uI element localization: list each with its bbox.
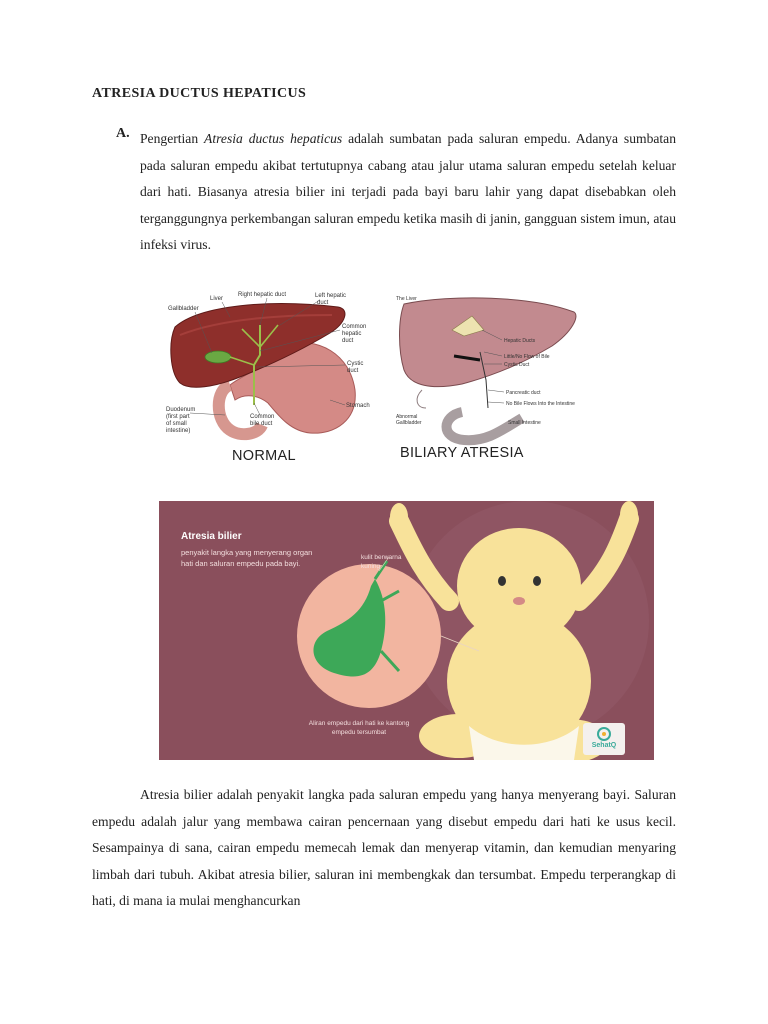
caption-biliary-atresia: BILIARY ATRESIA bbox=[400, 445, 524, 461]
infographic-title: Atresia bilier bbox=[181, 531, 242, 542]
section-lead: Pengertian bbox=[140, 131, 199, 146]
section-pengertian bbox=[116, 126, 676, 259]
infographic-description: penyakit langka yang menyerang organ hati dan saluran empedu pada bayi. bbox=[181, 548, 313, 568]
label-pancreatic-duct: Pancreatic duct bbox=[506, 390, 541, 396]
label-cystic-duct: Cystic Duct bbox=[504, 362, 530, 368]
label-liver: Liver bbox=[210, 296, 224, 302]
label-duodenum-3: of small bbox=[166, 421, 187, 427]
figure-biliary-atresia bbox=[392, 290, 592, 470]
label-gallbladder: Gallbladder bbox=[168, 306, 199, 312]
label-left-hepatic: Left hepatic bbox=[315, 293, 347, 299]
label-left-hepatic-2: duct bbox=[317, 300, 329, 306]
label-hepatic-ducts: Hepatic Ducts bbox=[504, 338, 536, 344]
label-little-flow: Little/No Flow of Bile bbox=[504, 354, 550, 360]
label-abnormal-gallbladder: Gallbladder bbox=[396, 420, 422, 426]
biliary-atresia-illustration bbox=[392, 290, 592, 470]
label-duodenum-2: (first part bbox=[166, 414, 190, 420]
section-body bbox=[140, 126, 676, 259]
infographic-skin-label: kulit berwarna kuning bbox=[361, 554, 402, 570]
label-common-hepatic-3: duct bbox=[342, 338, 354, 344]
section-term: Atresia ductus hepaticus bbox=[204, 131, 343, 146]
label-the-liver: The Liver bbox=[396, 296, 417, 302]
sehatq-logo bbox=[583, 723, 625, 755]
page-title: ATRESIA DUCTUS HEPATICUS bbox=[92, 86, 307, 101]
label-no-bile: No Bile Flows Into the Intestine bbox=[506, 401, 575, 407]
body-paragraph: Atresia bilier adalah penyakit langka pada saluran empedu yang hanya menyerang bayi. Saluran empedu adalah jalur yang membawa cairan pencernaan yang disebut empedu dari hati ke usus kecil. Sesampainya di sana, cairan empedu memecah lemak dan menyerap vitamin, dan kemudian menyaring limbah dari tubuh. Akibat atresia bilier, saluran ini membengkak dan tersumbat. Empedu terperangkap di hati, di mana ia mulai menghancurkan bbox=[92, 787, 676, 908]
label-common-bile: Common bbox=[250, 414, 275, 420]
label-abnormal: Abnormal bbox=[396, 414, 418, 420]
normal-anatomy-illustration bbox=[160, 285, 390, 470]
label-common-bile-2: bile duct bbox=[250, 421, 273, 427]
infographic-flow-label: Aliran empedu dari hati ke kantong empedu tersumbat bbox=[308, 720, 410, 736]
label-right-hepatic-duct: Right hepatic duct bbox=[238, 292, 287, 298]
brand-name: SehatQ bbox=[591, 742, 617, 749]
label-duodenum-4: intestine) bbox=[166, 428, 191, 434]
figure-normal bbox=[160, 285, 390, 470]
label-stomach: Stomach bbox=[346, 403, 370, 409]
label-small-intestine: Small Intestine bbox=[508, 420, 541, 426]
section-letter: A. bbox=[116, 126, 130, 141]
infographic-atresia-bilier bbox=[159, 501, 654, 760]
label-cystic: Cystic bbox=[347, 361, 364, 367]
label-common-hepatic: Common bbox=[342, 324, 367, 330]
label-common-hepatic-2: hepatic bbox=[342, 331, 362, 337]
label-duodenum: Duodenum bbox=[166, 407, 196, 413]
section-text: adalah sumbatan pada saluran empedu. Adanya sumbatan pada saluran empedu akibat tertutupnya cabang atau jalur utama saluran empedu setelah keluar dari hati. Biasanya atresia bilier ini terjadi pada bayi baru lahir yang dapat disebabkan oleh terganggungnya perkembangan saluran empedu ketika masih di janin, gangguan sistem imun, atau infeksi virus. bbox=[140, 131, 677, 252]
caption-normal: NORMAL bbox=[232, 448, 296, 464]
label-cystic-2: duct bbox=[347, 368, 359, 374]
